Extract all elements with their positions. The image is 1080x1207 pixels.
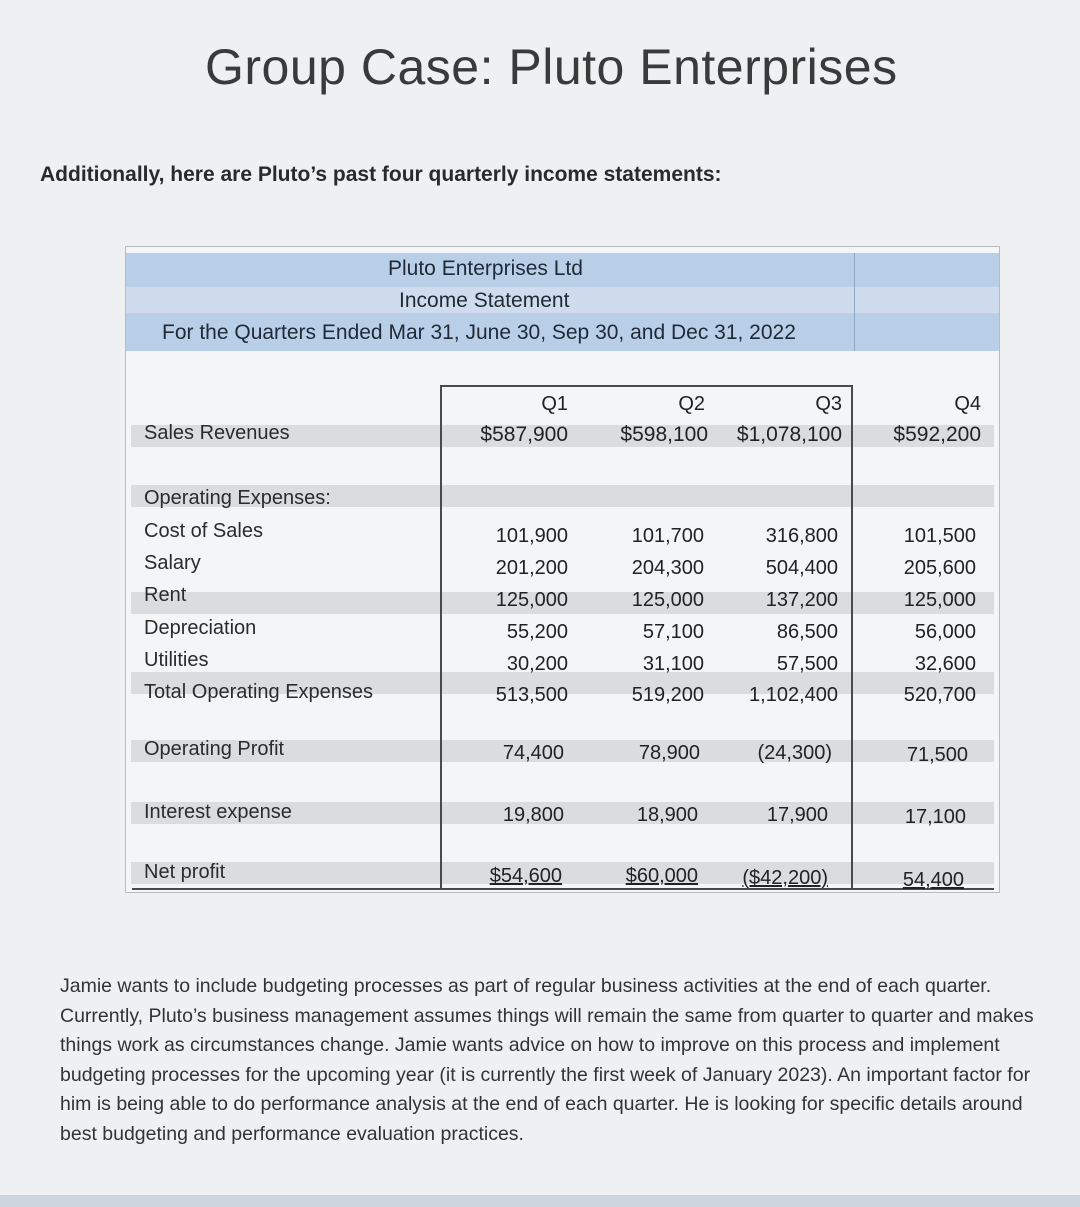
cost-of-sales-q2: 101,700 xyxy=(631,525,704,547)
operating-expenses-heading: Operating Expenses: xyxy=(144,487,331,509)
utilities-q4: 32,600 xyxy=(914,653,976,675)
cost-of-sales-q4: 101,500 xyxy=(903,525,976,547)
grid-line xyxy=(440,385,853,387)
quarter-header-q2: Q2 xyxy=(678,393,705,415)
interest-q4: 17,100 xyxy=(904,806,966,828)
total-opex-q1: 513,500 xyxy=(495,684,568,706)
utilities-q3: 57,500 xyxy=(776,653,838,675)
rent-q2: 125,000 xyxy=(631,589,704,611)
row-label-salary: Salary xyxy=(144,552,201,574)
net-profit-label: Net profit xyxy=(144,861,226,883)
quarter-header-q3: Q3 xyxy=(815,393,842,415)
op-profit-q3: (24,300) xyxy=(757,742,832,764)
op-profit-q2: 78,900 xyxy=(638,742,700,764)
row-label-rent: Rent xyxy=(144,584,187,606)
utilities-q2: 31,100 xyxy=(642,653,704,675)
sales-q4: $592,200 xyxy=(893,423,981,446)
company-name: Pluto Enterprises Ltd xyxy=(388,257,583,280)
bottom-strip xyxy=(0,1195,1080,1207)
total-opex-q4: 520,700 xyxy=(903,684,976,706)
cost-of-sales-q3: 316,800 xyxy=(765,525,838,547)
header-divider xyxy=(854,253,855,351)
row-label-cost-of-sales: Cost of Sales xyxy=(144,520,263,542)
net-profit-q1: $54,600 xyxy=(489,865,562,887)
cost-of-sales-q1: 101,900 xyxy=(495,525,568,547)
sales-q3: $1,078,100 xyxy=(736,423,842,446)
salary-q4: 205,600 xyxy=(903,557,976,579)
row-label-utilities: Utilities xyxy=(144,649,209,671)
net-profit-q4: 54,400 xyxy=(902,869,964,891)
operating-profit-label: Operating Profit xyxy=(144,738,285,760)
sales-q2: $598,100 xyxy=(620,423,708,446)
total-opex-q2: 519,200 xyxy=(631,684,704,706)
salary-q2: 204,300 xyxy=(631,557,704,579)
op-profit-q4: 71,500 xyxy=(906,744,968,766)
net-profit-q3: ($42,200) xyxy=(742,867,828,889)
rent-q3: 137,200 xyxy=(765,589,838,611)
intro-text: Additionally, here are Pluto’s past four quarterly income statements: xyxy=(40,163,722,186)
interest-q3: 17,900 xyxy=(766,804,828,826)
case-description-paragraph: Jamie wants to include budgeting processes as part of regular business activities at the end of each quarter. Currently, Pluto’s business management assumes things will remain the same from quarter to quarter and makes things work as circumstances change. Jamie wants advice on how to improve on this process and implement budgeting processes for the upcoming year (it is currently the first week of January 2023). An important factor for him is being able to do performance analysis at the end of each quarter. He is looking for specific details around best budgeting and performance evaluation practices. xyxy=(60,975,1034,1145)
interest-q2: 18,900 xyxy=(636,804,698,826)
row-label-total-operating-expenses: Total Operating Expenses xyxy=(144,681,374,703)
net-profit-q2: $60,000 xyxy=(625,865,698,887)
row-label-depreciation: Depreciation xyxy=(144,617,257,639)
interest-expense-label: Interest expense xyxy=(144,801,292,823)
depreciation-q2: 57,100 xyxy=(642,621,704,643)
op-profit-q1: 74,400 xyxy=(502,742,564,764)
statement-period: For the Quarters Ended Mar 31, June 30, Sep 30, and Dec 31, 2022 xyxy=(162,321,796,344)
grid-line xyxy=(851,385,853,890)
grid-line xyxy=(440,385,442,890)
depreciation-q3: 86,500 xyxy=(776,621,838,643)
depreciation-q4: 56,000 xyxy=(914,621,976,643)
salary-q3: 504,400 xyxy=(765,557,838,579)
income-statement-table xyxy=(125,246,1000,893)
page-title: Group Case: Pluto Enterprises xyxy=(205,39,898,95)
sales-revenues-label: Sales Revenues xyxy=(144,422,290,444)
interest-q1: 19,800 xyxy=(502,804,564,826)
quarter-header-q4: Q4 xyxy=(954,393,981,415)
quarter-header-q1: Q1 xyxy=(541,393,568,415)
statement-name: Income Statement xyxy=(399,289,570,312)
utilities-q1: 30,200 xyxy=(506,653,568,675)
rent-q1: 125,000 xyxy=(495,589,568,611)
sales-q1: $587,900 xyxy=(480,423,568,446)
rent-q4: 125,000 xyxy=(903,589,976,611)
salary-q1: 201,200 xyxy=(495,557,568,579)
total-opex-q3: 1,102,400 xyxy=(749,684,838,706)
depreciation-q1: 55,200 xyxy=(506,621,568,643)
